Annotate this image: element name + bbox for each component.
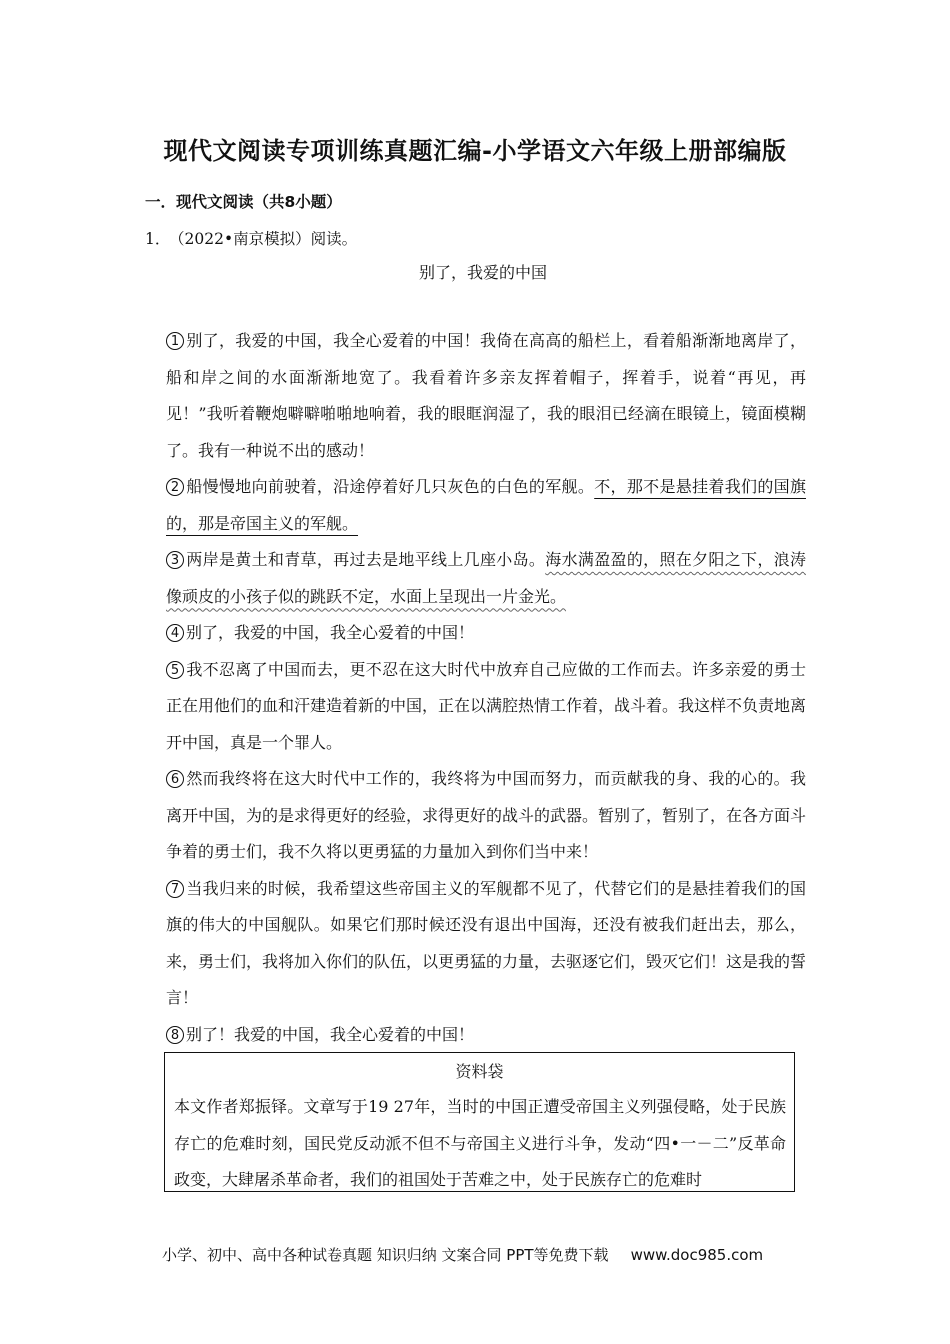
document-title: 现代文阅读专项训练真题汇编-小学语文六年级上册部编版 (163, 137, 787, 165)
info-box (164, 1052, 795, 1192)
paragraph-7 (166, 871, 806, 1017)
page-footer (162, 1244, 763, 1265)
paragraph-5 (166, 652, 806, 762)
wavy-underlined-sentence: 海水满盈盈的，照在夕阳之下，浪涛像顽皮的小孩子似的跳跃不定，水面上呈现出一片金光。 (166, 550, 806, 606)
footer-text: 小学、初中、高中各种试卷真题 知识归纳 文案合同 PPT等免费下载 (162, 1246, 609, 1264)
paragraph-number-6: 6 (166, 770, 184, 788)
paragraph-text: 然而我终将在这大时代中工作的，我终将为中国而努力，而贡献我的身、我的心的。我离开中国，为的是求得更好的经验，求得更好的战斗的武器。暂别了，暂别了，在各方面斗争着的勇士们，我不久将以更勇猛的力量加入到你们当中来！ (166, 769, 807, 861)
paragraph-1 (166, 323, 806, 469)
info-box-title: 资料袋 (455, 1062, 504, 1081)
paragraph-text: 我不忍离了中国而去，更不忍在这大时代中放弃自己应做的工作而去。许多亲爱的勇士正在用他们的血和汗建造着新的中国，正在以满腔热情工作着，战斗着。我这样不负责地离开中国，真是一个罪人。 (166, 659, 807, 752)
paragraph-text: 两岸是黄土和青草，再过去是地平线上几座小岛。 (186, 550, 546, 569)
paragraph-number-1: 1 (166, 332, 184, 350)
paragraph-text: 别了，我爱的中国，我全心爱着的中国！我倚在高高的船栏上，看着船渐渐地离岸了，船和岸之间的水面渐渐地宽了。我看着许多亲友挥着帽子，挥着手，说着“再见，再见！”我听着鞭炮噼噼啪啪地响着，我的眼眶润湿了，我的眼泪已经滴在眼镜上，镜面模糊了。我有一种说不出的感动！ (166, 331, 806, 460)
question-number: 1． (145, 230, 171, 248)
paragraph-text: 当我归来的时候，我希望这些帝国主义的军舰都不见了，代替它们的是悬挂着我们的国旗的伟大的中国舰队。如果它们那时候还没有退出中国海，还没有被我们赶出去，那么，来，勇士们，我将加入你们的队伍，以更勇猛的力量，去驱逐它们，毁灭它们！这是我的誓言！ (166, 878, 807, 1007)
paragraph-number-7: 7 (166, 880, 184, 898)
question-line (145, 227, 357, 249)
paragraph-4 (166, 615, 806, 652)
paragraph-text: 别了，我爱的中国，我全心爱着的中国！ (186, 623, 475, 642)
paragraph-number-5: 5 (166, 661, 184, 679)
paragraph-6 (166, 761, 806, 871)
paragraph-3 (166, 542, 806, 615)
paragraph-text: 别了！我爱的中国，我全心爱着的中国！ (186, 1024, 475, 1044)
underlined-sentence: 不，那不是悬挂着我们的国旗的，那是帝国主义的军舰。 (166, 477, 806, 533)
paragraph-number-2: 2 (166, 478, 184, 496)
info-box-text: 本文作者郑振铎。文章写于19 27年，当时的中国正遭受帝国主义列强侵略，处于民族存亡的危难时刻，国民党反动派不但不与帝国主义进行斗争，发动“四•一－二”反革命政变，大肆屠杀革命者，我们的祖国处于苦难之中，处于民族存亡的危难时 (174, 1097, 786, 1189)
passage-title: 别了，我爱的中国 (418, 263, 547, 282)
question-source: （2022•南京模拟）阅读。 (169, 230, 358, 248)
passage-body (166, 323, 806, 1053)
paragraph-2 (166, 469, 806, 542)
section-heading: 一．现代文阅读（共8小题） (145, 193, 342, 211)
footer-url[interactable]: www.doc985.com (630, 1246, 764, 1264)
paragraph-number-3: 3 (166, 551, 184, 569)
paragraph-8 (166, 1017, 806, 1054)
paragraph-text: 船慢慢地向前驶着，沿途停着好几只灰色的白色的军舰。 (186, 477, 595, 496)
paragraph-number-4: 4 (166, 624, 184, 642)
paragraph-number-8: 8 (166, 1026, 184, 1044)
